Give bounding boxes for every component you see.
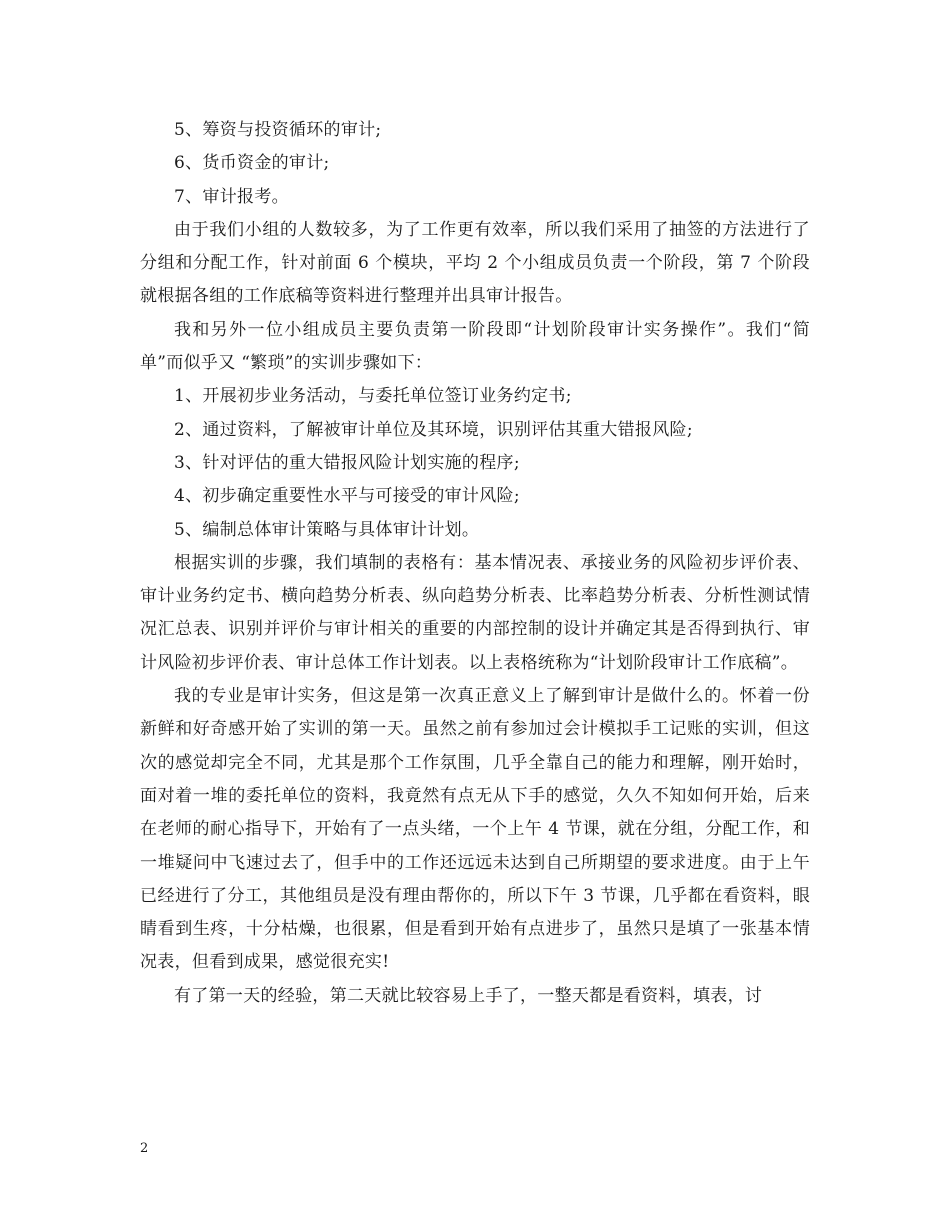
list-item: 2、通过资料，了解被审计单位及其环境，识别评估其重大错报风险;: [174, 419, 693, 440]
page-number: 2: [140, 1141, 149, 1156]
list-item: 7、审计报考。: [174, 186, 289, 207]
paragraph: 我的专业是审计实务，但这是第一次真正意义上了解到审计是做什么的。怀着一份新鲜和好奇感开始了实训的第一天。虽然之前有参加过会计模拟手工记账的实训，但这次的感觉却完全不同，尤其是那个工作氛围，几乎全靠自己的能力和理解，刚开始时，面对着一堆的委托单位的资料，我竟然有点无从下手的感觉，久久不知如何开始，后来在老师的耐心指导下，开始有了一点头绪，一个上午 4 节课，就在分组，分配工作，和一堆疑问中飞速过去了，但手中的工作还远远未达到自己所期望的要求进度。由于上午已经进行了分工，其他组员是没有理由帮你的，所以下午 3 节课，几乎都在看资料，眼睛看到生疼，十分枯燥，也很累，但是看到开始有点进步了，虽然只是填了一张基本情况表，但看到成果，感觉很充实!: [140, 686, 810, 973]
paragraph: 我和另外一位小组成员主要负责第一阶段即“计划阶段审计实务操作”。我们“简单”而似乎又 “繁琐”的实训步骤如下：: [140, 319, 810, 374]
document-body: [140, 114, 810, 1013]
paragraph: 由于我们小组的人数较多，为了工作更有效率，所以我们采用了抽签的方法进行了分组和分配工作，针对前面 6 个模块，平均 2 个小组成员负责一个阶段，第 7 个阶段就根据各组的工作底稿等资料进行整理并出具审计报告。: [140, 219, 810, 307]
list-item: 5、编制总体审计策略与具体审计计划。: [174, 519, 480, 540]
list-item: 6、货币资金的审计;: [174, 153, 330, 174]
paragraph: 有了第一天的经验，第二天就比较容易上手了，一整天都是看资料，填表，讨: [174, 985, 763, 1006]
list-item: 4、初步确定重要性水平与可接受的审计风险;: [174, 486, 520, 507]
list-item: 5、筹资与投资循环的审计;: [174, 120, 382, 140]
list-item: 1、开展初步业务活动，与委托单位签订业务约定书;: [174, 386, 572, 407]
paragraph: 根据实训的步骤，我们填制的表格有：基本情况表、承接业务的风险初步评价表、审计业务约定书、横向趋势分析表、纵向趋势分析表、比率趋势分析表、分析性测试情况汇总表、识别并评价与审计相关的重要的内部控制的设计并确定其是否得到执行、审计风险初步评价表、审计总体工作计划表。以上表格统称为“计划阶段审计工作底稿”。: [140, 552, 810, 673]
list-item: 3、针对评估的重大错报风险计划实施的程序;: [174, 452, 520, 473]
